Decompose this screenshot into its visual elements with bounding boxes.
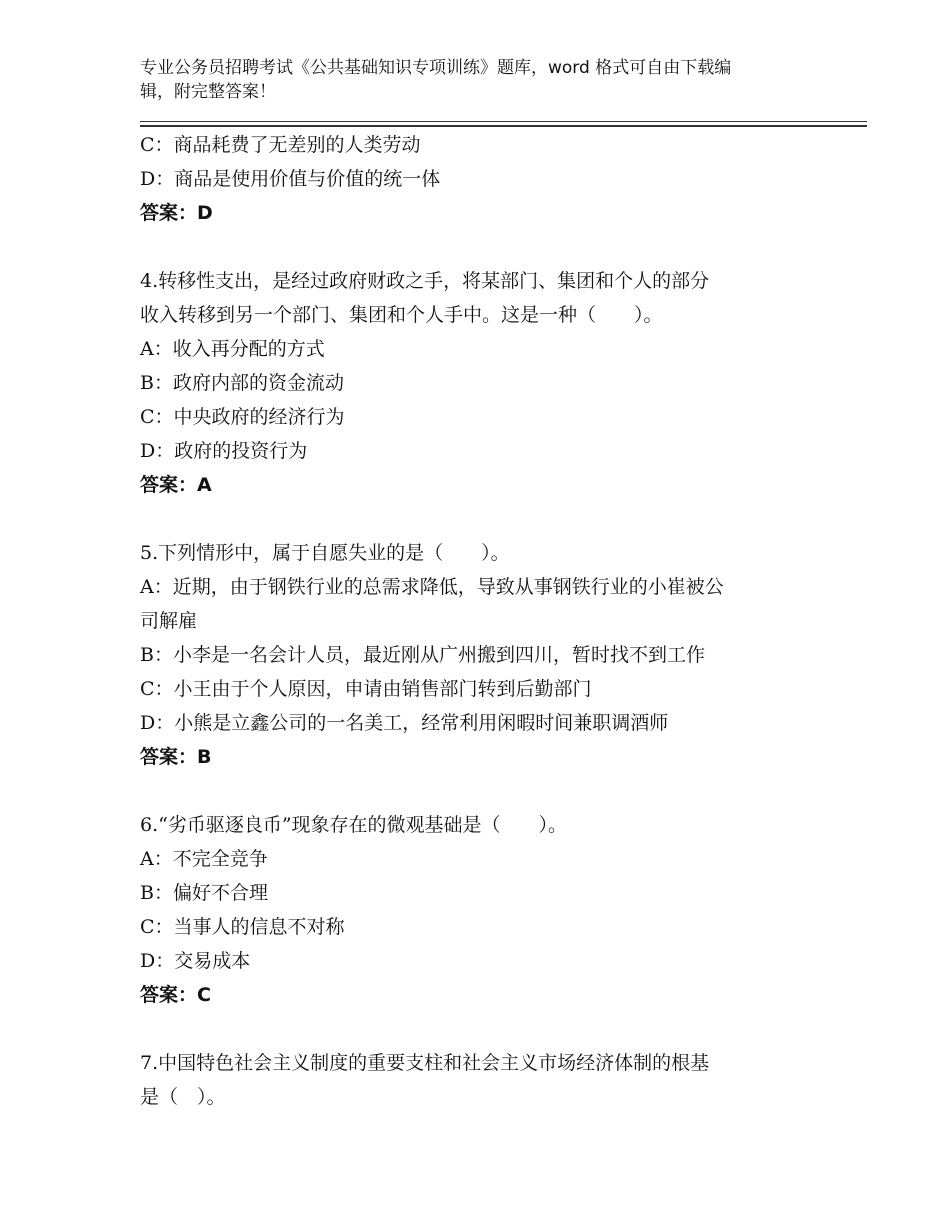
answer: 答案：C: [140, 984, 211, 1006]
option-a: A：不完全竞争: [140, 848, 268, 870]
question-7: [140, 1046, 840, 1114]
option-d: D：商品是使用价值与价值的统一体: [140, 168, 441, 190]
document-header: [140, 56, 800, 104]
option-b: B：偏好不合理: [140, 882, 268, 904]
option-a: A：收入再分配的方式: [140, 338, 325, 360]
option-a-continued: 司解雇: [140, 610, 198, 632]
continued-question: [140, 128, 840, 230]
option-d: D：交易成本: [140, 950, 251, 972]
question-5: [140, 536, 840, 774]
question-stem: 是（ ）。: [140, 1086, 226, 1108]
option-c: C：当事人的信息不对称: [140, 916, 345, 938]
answer: 答案：A: [140, 474, 212, 496]
option-b: B：政府内部的资金流动: [140, 372, 344, 394]
spacer: [140, 774, 840, 808]
question-list: [140, 128, 840, 1114]
header-line-2: 辑，附完整答案！: [140, 82, 276, 102]
header-divider-thick: [140, 125, 867, 127]
spacer: [140, 230, 840, 264]
option-c: C：商品耗费了无差别的人类劳动: [140, 134, 421, 156]
question-stem: 7.中国特色社会主义制度的重要支柱和社会主义市场经济体制的根基: [140, 1052, 710, 1074]
answer: 答案：D: [140, 202, 213, 224]
question-6: [140, 808, 840, 1012]
question-stem: 收入转移到另一个部门、集团和个人手中。这是一种（ ）。: [140, 304, 663, 326]
answer: 答案：B: [140, 746, 212, 768]
question-stem: 4.转移性支出，是经过政府财政之手，将某部门、集团和个人的部分: [140, 270, 710, 292]
option-c: C：中央政府的经济行为: [140, 406, 345, 428]
spacer: [140, 502, 840, 536]
header-line-1: 专业公务员招聘考试《公共基础知识专项训练》题库，word 格式可自由下载编: [140, 58, 732, 78]
header-divider-thin: [140, 121, 867, 122]
option-d: D：政府的投资行为: [140, 440, 308, 462]
question-4: [140, 264, 840, 502]
question-stem: 5.下列情形中，属于自愿失业的是（ ）。: [140, 542, 510, 564]
option-a: A：近期，由于钢铁行业的总需求降低，导致从事钢铁行业的小崔被公: [140, 576, 724, 598]
spacer: [140, 1012, 840, 1046]
option-c: C：小王由于个人原因，申请由销售部门转到后勤部门: [140, 678, 592, 700]
option-b: B：小李是一名会计人员，最近刚从广州搬到四川，暂时找不到工作: [140, 644, 705, 666]
question-stem: 6.“劣币驱逐良币”现象存在的微观基础是（ ）。: [140, 814, 568, 836]
option-d: D：小熊是立鑫公司的一名美工，经常利用闲暇时间兼职调酒师: [140, 712, 669, 734]
